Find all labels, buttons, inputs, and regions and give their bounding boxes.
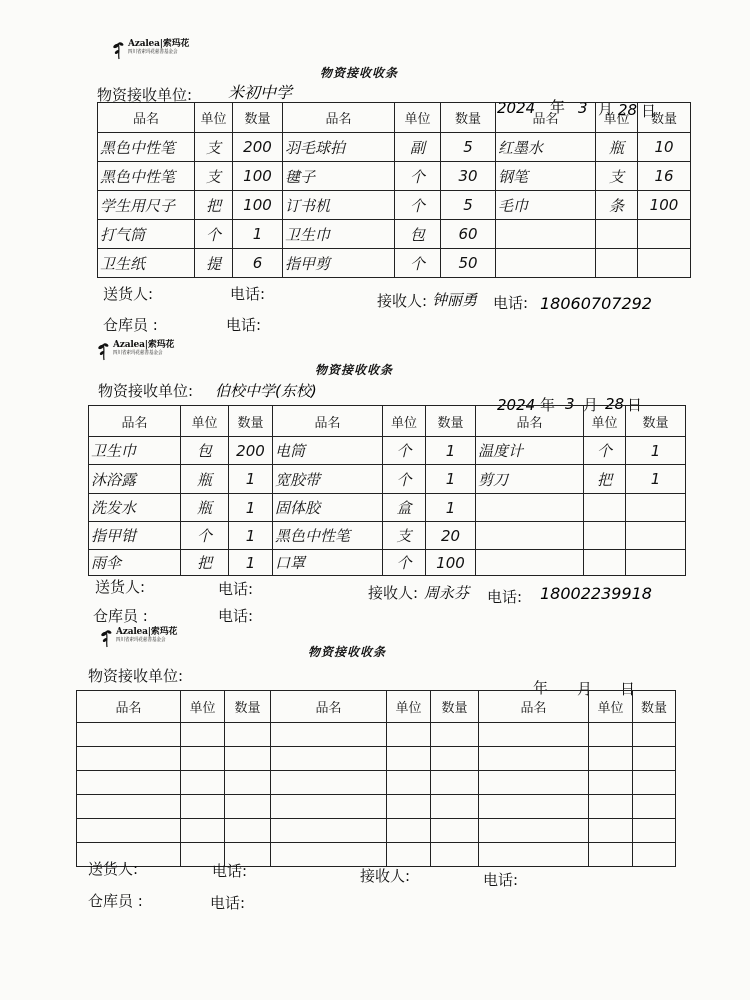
header-item-name: 品名 — [98, 103, 195, 133]
deliverer-label: 送货人: — [88, 860, 139, 878]
warehouse-phone-label: 电话: — [226, 316, 262, 334]
cell-item: 雨伞 — [89, 550, 181, 576]
date-day: 28 — [618, 101, 638, 119]
cell-qty: 1 — [626, 437, 686, 465]
cell-unit — [584, 522, 626, 550]
cell-unit — [589, 771, 633, 795]
items-table — [88, 405, 686, 576]
table-row — [77, 819, 676, 843]
cell-unit: 包 — [181, 437, 229, 465]
cell-item: 电筒 — [273, 437, 383, 465]
cell-item — [476, 494, 584, 522]
cell-item — [479, 723, 589, 747]
table-header — [77, 691, 676, 723]
header-item-name: 品名 — [496, 103, 596, 133]
cell-item: 红墨水 — [496, 133, 596, 162]
cell-item — [271, 747, 387, 771]
cell-unit: 瓶 — [181, 494, 229, 522]
cell-unit: 支 — [195, 133, 233, 162]
header-unit: 单位 — [395, 103, 441, 133]
cell-unit — [387, 771, 431, 795]
cell-item: 羽毛球拍 — [283, 133, 395, 162]
cell-qty — [633, 747, 676, 771]
header-unit: 单位 — [383, 406, 426, 437]
cell-unit: 支 — [195, 162, 233, 191]
receiver-name: 钟丽勇 — [432, 291, 478, 309]
warehouse-phone-label: 电话: — [218, 607, 254, 625]
cell-unit: 个 — [195, 220, 233, 249]
header-unit: 单位 — [589, 691, 633, 723]
receiver-phone-label: 电话: — [493, 294, 529, 312]
cell-qty: 100 — [233, 191, 283, 220]
cell-unit — [181, 819, 225, 843]
receiver-label: 接收人: — [360, 867, 411, 885]
cell-qty: 5 — [441, 191, 496, 220]
azalea-logo — [100, 628, 177, 648]
cell-unit: 把 — [181, 550, 229, 576]
cell-item — [271, 819, 387, 843]
cell-unit — [589, 723, 633, 747]
cell-qty — [431, 723, 479, 747]
cell-item — [479, 819, 589, 843]
cell-item: 固体胶 — [273, 494, 383, 522]
cell-unit — [584, 494, 626, 522]
receiver-phone: 18002239918 — [540, 584, 652, 603]
cell-item: 毽子 — [283, 162, 395, 191]
deliverer-phone-label: 电话: — [230, 285, 266, 303]
header-qty: 数量 — [441, 103, 496, 133]
cell-item — [77, 723, 181, 747]
cell-item: 指甲剪 — [283, 249, 395, 278]
cell-qty — [225, 819, 271, 843]
cell-item — [77, 747, 181, 771]
header-unit: 单位 — [181, 691, 225, 723]
cell-item — [77, 795, 181, 819]
cell-item: 卫生巾 — [283, 220, 395, 249]
cell-unit: 个 — [395, 191, 441, 220]
cell-item: 温度计 — [476, 437, 584, 465]
cell-qty: 1 — [229, 522, 273, 550]
header-unit: 单位 — [181, 406, 229, 437]
receiver-phone-label: 电话: — [483, 871, 519, 889]
cell-unit — [387, 795, 431, 819]
cell-item — [271, 723, 387, 747]
table-row — [77, 843, 676, 867]
month-label: 月 — [577, 680, 593, 698]
cell-unit — [387, 723, 431, 747]
cell-qty — [431, 795, 479, 819]
header-qty: 数量 — [633, 691, 676, 723]
logo-brand: Azalea|索玛花 — [128, 39, 190, 49]
receiver-phone: 18060707292 — [540, 294, 652, 313]
date-month: 3 — [578, 99, 588, 117]
deliverer-label: 送货人: — [95, 578, 146, 596]
cell-item — [271, 795, 387, 819]
cell-qty: 1 — [626, 465, 686, 494]
receiver-name: 周永芬 — [424, 584, 470, 602]
flower-icon — [97, 341, 111, 361]
cell-unit: 支 — [383, 522, 426, 550]
cell-item — [479, 747, 589, 771]
cell-item — [271, 843, 387, 867]
cell-unit: 把 — [584, 465, 626, 494]
header-item-name: 品名 — [273, 406, 383, 437]
cell-item: 学生用尺子 — [98, 191, 195, 220]
warehouse-phone-label: 电话: — [210, 894, 246, 912]
cell-unit — [181, 747, 225, 771]
table-row — [89, 465, 686, 494]
cell-item — [476, 550, 584, 576]
cell-qty: 20 — [426, 522, 476, 550]
cell-unit: 个 — [383, 550, 426, 576]
cell-qty: 30 — [441, 162, 496, 191]
header-qty: 数量 — [229, 406, 273, 437]
table-row — [77, 723, 676, 747]
cell-qty: 1 — [229, 465, 273, 494]
header-unit: 单位 — [195, 103, 233, 133]
cell-qty: 6 — [233, 249, 283, 278]
cell-unit: 个 — [383, 437, 426, 465]
year-label: 年 — [533, 679, 549, 697]
cell-unit: 包 — [395, 220, 441, 249]
warehouse-label: 仓库员 : — [88, 892, 143, 910]
cell-item: 黑色中性笔 — [98, 133, 195, 162]
day-label: 日 — [641, 102, 657, 120]
cell-item: 沐浴露 — [89, 465, 181, 494]
date-year: 2024 — [497, 396, 536, 414]
cell-unit: 支 — [596, 162, 638, 191]
receiver-label: 接收人: — [368, 584, 419, 602]
unit-label: 物资接收单位: — [98, 382, 194, 400]
header-qty: 数量 — [225, 691, 271, 723]
cell-qty: 60 — [441, 220, 496, 249]
cell-qty — [633, 819, 676, 843]
cell-unit — [589, 795, 633, 819]
cell-unit: 条 — [596, 191, 638, 220]
cell-qty: 5 — [441, 133, 496, 162]
cell-qty — [633, 723, 676, 747]
cell-unit — [181, 795, 225, 819]
cell-unit: 个 — [181, 522, 229, 550]
cell-item — [77, 819, 181, 843]
cell-qty: 100 — [233, 162, 283, 191]
cell-qty: 16 — [638, 162, 691, 191]
cell-qty — [626, 550, 686, 576]
cell-unit: 个 — [395, 249, 441, 278]
cell-qty — [225, 747, 271, 771]
flower-icon — [100, 628, 114, 648]
cell-item — [77, 771, 181, 795]
form-title: 物资接收收条 — [308, 645, 387, 659]
cell-item: 订书机 — [283, 191, 395, 220]
header-unit: 单位 — [596, 103, 638, 133]
cell-item: 卫生纸 — [98, 249, 195, 278]
cell-item: 钢笔 — [496, 162, 596, 191]
cell-qty: 200 — [233, 133, 283, 162]
cell-qty: 1 — [426, 494, 476, 522]
cell-qty — [431, 819, 479, 843]
unit-label: 物资接收单位: — [88, 667, 184, 685]
cell-unit: 个 — [383, 465, 426, 494]
cell-qty — [431, 747, 479, 771]
logo-subtitle: 四川省索玛花慈善基金会 — [128, 49, 178, 55]
cell-unit: 瓶 — [596, 133, 638, 162]
deliverer-label: 送货人: — [103, 285, 154, 303]
cell-qty: 100 — [426, 550, 476, 576]
table-row — [77, 795, 676, 819]
cell-qty: 200 — [229, 437, 273, 465]
cell-unit: 个 — [395, 162, 441, 191]
date-day: 28 — [605, 395, 625, 413]
cell-qty: 50 — [441, 249, 496, 278]
cell-item — [479, 843, 589, 867]
header-item-name: 品名 — [89, 406, 181, 437]
cell-unit — [181, 771, 225, 795]
cell-item: 毛巾 — [496, 191, 596, 220]
cell-qty — [633, 843, 676, 867]
cell-qty: 10 — [638, 133, 691, 162]
cell-item: 口罩 — [273, 550, 383, 576]
form-title: 物资接收收条 — [320, 66, 399, 80]
cell-unit — [387, 747, 431, 771]
cell-item: 洗发水 — [89, 494, 181, 522]
cell-unit: 副 — [395, 133, 441, 162]
cell-unit — [181, 723, 225, 747]
cell-qty: 1 — [426, 437, 476, 465]
table-row — [89, 494, 686, 522]
header-qty: 数量 — [233, 103, 283, 133]
cell-unit — [589, 819, 633, 843]
header-unit: 单位 — [387, 691, 431, 723]
unit-value: 伯校中学(东校) — [215, 382, 317, 400]
cell-unit: 盒 — [383, 494, 426, 522]
cell-item: 黑色中性笔 — [273, 522, 383, 550]
cell-qty — [633, 771, 676, 795]
month-label: 月 — [598, 100, 614, 118]
cell-item: 剪刀 — [476, 465, 584, 494]
header-qty: 数量 — [626, 406, 686, 437]
cell-item: 打气筒 — [98, 220, 195, 249]
cell-qty — [431, 843, 479, 867]
cell-item: 卫生巾 — [89, 437, 181, 465]
header-unit: 单位 — [584, 406, 626, 437]
logo-subtitle: 四川省索玛花慈善基金会 — [116, 637, 166, 643]
cell-unit — [589, 747, 633, 771]
header-item-name: 品名 — [283, 103, 395, 133]
cell-item: 指甲钳 — [89, 522, 181, 550]
cell-unit — [589, 843, 633, 867]
table-header — [89, 406, 686, 437]
form-title: 物资接收收条 — [315, 363, 394, 377]
receiver-label: 接收人: — [377, 292, 428, 310]
logo-brand: Azalea|索玛花 — [116, 627, 178, 637]
warehouse-label: 仓库员 : — [93, 607, 148, 625]
unit-value: 米初中学 — [228, 83, 293, 102]
cell-qty — [626, 522, 686, 550]
header-item-name: 品名 — [271, 691, 387, 723]
cell-qty — [633, 795, 676, 819]
warehouse-label: 仓库员 : — [103, 316, 158, 334]
cell-qty: 100 — [638, 191, 691, 220]
cell-qty: 1 — [229, 550, 273, 576]
date-year: 2024 — [497, 99, 536, 117]
day-label: 日 — [627, 396, 643, 414]
cell-unit — [387, 843, 431, 867]
azalea-logo — [97, 341, 174, 361]
table-row — [77, 747, 676, 771]
cell-item — [479, 795, 589, 819]
table-row — [89, 522, 686, 550]
year-label: 年 — [540, 396, 556, 414]
month-label: 月 — [583, 396, 599, 414]
cell-qty — [626, 494, 686, 522]
cell-qty — [225, 723, 271, 747]
items-table — [76, 690, 676, 867]
deliverer-phone-label: 电话: — [218, 580, 254, 598]
header-qty: 数量 — [638, 103, 691, 133]
logo-brand: Azalea|索玛花 — [113, 340, 175, 350]
header-qty: 数量 — [431, 691, 479, 723]
cell-qty — [431, 771, 479, 795]
year-label: 年 — [550, 98, 566, 116]
cell-qty: 1 — [233, 220, 283, 249]
unit-label: 物资接收单位: — [97, 86, 193, 104]
cell-item — [479, 771, 589, 795]
cell-qty — [225, 771, 271, 795]
cell-qty — [225, 795, 271, 819]
cell-unit: 把 — [195, 191, 233, 220]
table-row — [89, 550, 686, 576]
receiver-phone-label: 电话: — [487, 588, 523, 606]
header-item-name: 品名 — [77, 691, 181, 723]
table-row — [77, 771, 676, 795]
cell-unit: 瓶 — [181, 465, 229, 494]
header-qty: 数量 — [426, 406, 476, 437]
cell-unit: 个 — [584, 437, 626, 465]
date-month: 3 — [565, 395, 575, 413]
cell-item: 黑色中性笔 — [98, 162, 195, 191]
cell-qty: 1 — [229, 494, 273, 522]
cell-item — [271, 771, 387, 795]
table-row — [89, 437, 686, 465]
cell-qty: 1 — [426, 465, 476, 494]
cell-unit: 提 — [195, 249, 233, 278]
cell-unit — [584, 550, 626, 576]
cell-item — [476, 522, 584, 550]
header-item-name: 品名 — [479, 691, 589, 723]
logo-subtitle: 四川省索玛花慈善基金会 — [113, 350, 163, 356]
day-label: 日 — [620, 680, 636, 698]
cell-unit — [387, 819, 431, 843]
deliverer-phone-label: 电话: — [212, 862, 248, 880]
cell-item: 宽胶带 — [273, 465, 383, 494]
header-item-name: 品名 — [476, 406, 584, 437]
